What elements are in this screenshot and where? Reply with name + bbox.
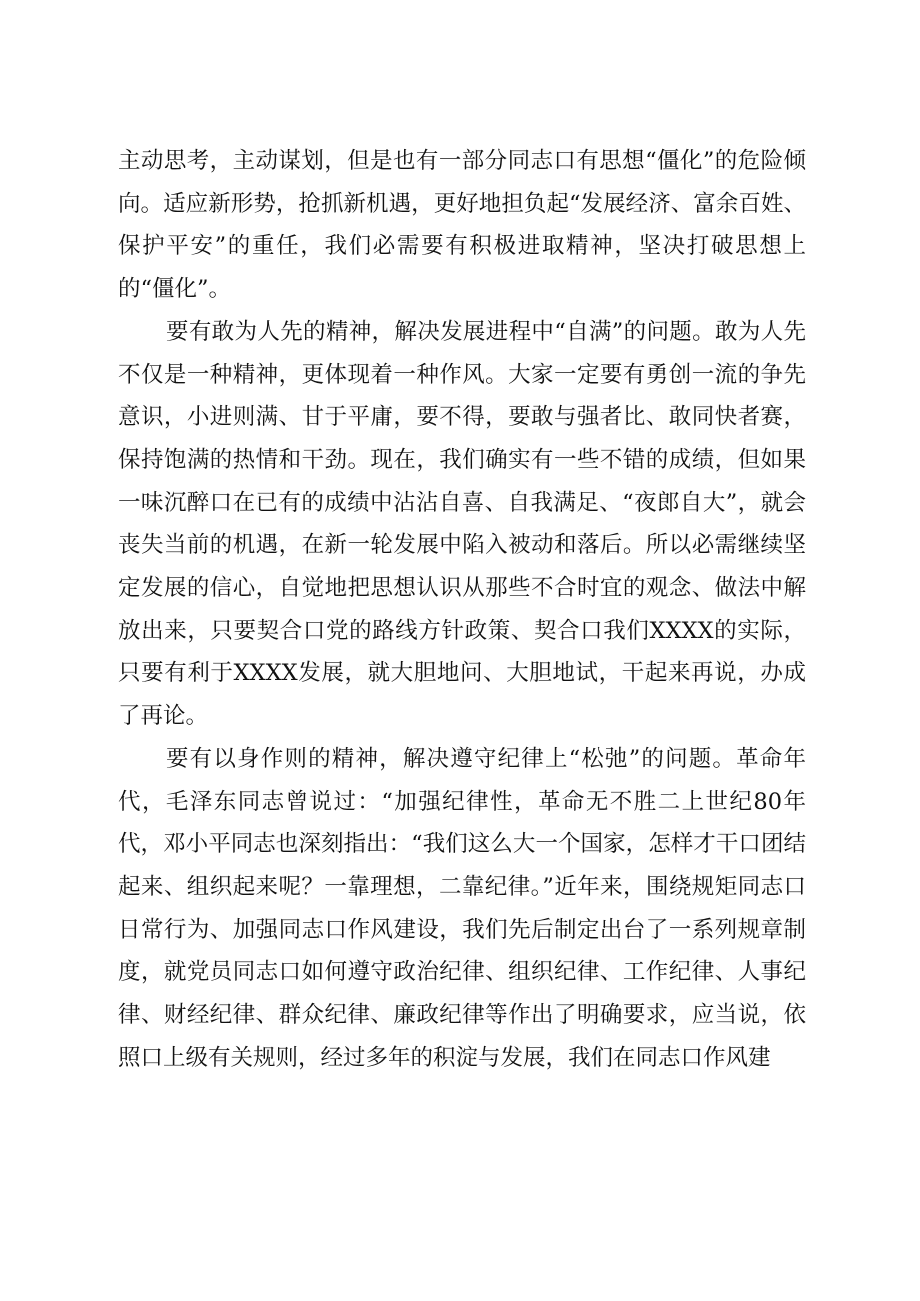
document-page <box>118 140 806 1079</box>
paragraph-continuation: 主动思考，主动谋划，但是也有一部分同志口有思想“僵化”的危险倾向。适应新形势，抢抓新机遇，更好地担负起“发展经济、富余百姓、保护平安”的重任，我们必需要有积极进取精神，坚决打破思想上的“僵化”。 <box>118 148 806 303</box>
paragraph-pioneering-spirit: 要有敢为人先的精神，解决发展进程中“自满”的问题。敢为人先不仅是一种精神，更体现着一种作风。大家一定要有勇创一流的争先意识，小进则满、甘于平庸，要不得，要敢与强者比、敢同快者赛，保持饱满的热情和干劲。现在，我们确实有一些不错的成绩，但如果一味沉醉口在已有的成绩中沾沾自喜、自我满足、“夜郎自大”，就会丧失当前的机遇，在新一轮发展中陷入被动和落后。所以必需继续坚定发展的信心，自觉地把思想认识从那些不合时宜的观念、做法中解放出来，只要契合口党的路线方针政策、契合口我们XXXX的实际，只要有利于XXXX发展，就大胆地问、大胆地试，干起来再说，办成了再论。 <box>118 318 806 730</box>
paragraph-discipline: 要有以身作则的精神，解决遵守纪律上“松弛”的问题。革命年代，毛泽东同志曾说过：“加强纪律性，革命无不胜二上世纪80年代，邓小平同志也深刻指出：“我们这么大一个国家，怎样才干口团结起来、组织起来呢？一靠理想，二靠纪律。”近年来，围绕规矩同志口日常行为、加强同志口作风建设，我们先后制定出台了一系列规章制度，就党员同志口如何遵守政治纪律、组织纪律、工作纪律、人事纪律、财经纪律、群众纪律、廉政纪律等作出了明确要求，应当说，依照口上级有关规则，经过多年的积淀与发展，我们在同志口作风建 <box>118 745 806 1071</box>
